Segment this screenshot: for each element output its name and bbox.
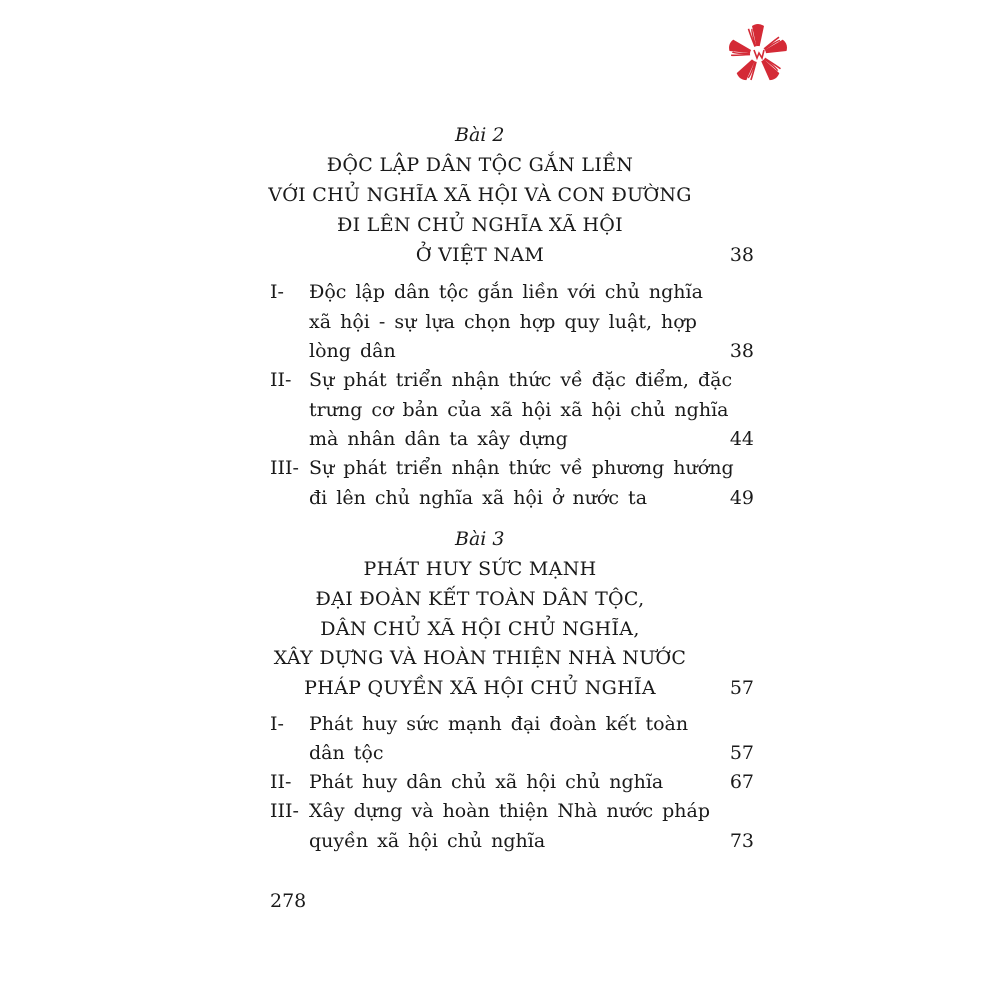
- lesson-3-title-line-2: ĐẠI ĐOÀN KẾT TOÀN DÂN TỘC,: [315, 588, 645, 610]
- lesson-3-page: 57: [729, 677, 754, 699]
- lesson-3-title-line-1: PHÁT HUY SỨC MẠNH: [363, 558, 597, 580]
- lesson-3-title-line-4: XÂY DỰNG VÀ HOÀN THIỆN NHÀ NƯỚC: [273, 647, 687, 669]
- lesson-3-title-line-5: PHÁP QUYỀN XÃ HỘI CHỦ NGHĨA: [304, 677, 656, 699]
- lesson-2-label: Bài 2: [455, 124, 505, 146]
- lesson-2-item-2-page: 44: [729, 428, 754, 450]
- lesson-3-item-2-page: 67: [729, 771, 754, 793]
- lesson-2-item-1-line-2: xã hội - sự lựa chọn hợp quy luật, hợp: [309, 311, 697, 333]
- lesson-2-item-3-page: 49: [729, 487, 754, 509]
- lesson-3-item-3-line-2: quyền xã hội chủ nghĩa: [309, 830, 546, 852]
- lesson-2-item-1-num: I-: [270, 281, 284, 303]
- lesson-2-page: 38: [729, 244, 754, 266]
- lesson-2-title-line-3: ĐI LÊN CHỦ NGHĨA XÃ HỘI: [337, 214, 623, 236]
- lesson-2-item-3-num: III-: [270, 457, 299, 479]
- lesson-2-item-3-line-1: Sự phát triển nhận thức về phương hướng: [309, 457, 734, 479]
- lesson-3-item-2-line-1: Phát huy dân chủ xã hội chủ nghĩa: [309, 771, 664, 793]
- page-number: 278: [270, 890, 307, 912]
- lesson-2-item-2-line-1: Sự phát triển nhận thức về đặc điểm, đặc: [309, 369, 733, 391]
- lesson-2-item-1-line-3: lòng dân: [309, 340, 396, 362]
- lesson-3-item-3-line-1: Xây dựng và hoàn thiện Nhà nước pháp: [309, 800, 711, 822]
- lesson-3-item-3-num: III-: [270, 800, 299, 822]
- lesson-3-item-2-num: II-: [270, 771, 292, 793]
- lesson-2-item-1-page: 38: [729, 340, 754, 362]
- lesson-2-item-1-line-1: Độc lập dân tộc gắn liền với chủ nghĩa: [309, 281, 703, 303]
- lesson-2-item-3-line-2: đi lên chủ nghĩa xã hội ở nước ta: [309, 487, 648, 509]
- lesson-2-title-line-2: VỚI CHỦ NGHĨA XÃ HỘI VÀ CON ĐƯỜNG: [268, 184, 692, 206]
- lesson-3-item-1-num: I-: [270, 713, 284, 735]
- lesson-3-item-3-page: 73: [729, 830, 754, 852]
- lesson-3-title-line-3: DÂN CHỦ XÃ HỘI CHỦ NGHĨA,: [320, 618, 640, 640]
- lesson-2-item-2-line-3: mà nhân dân ta xây dựng: [309, 428, 568, 450]
- lesson-3-item-1-page: 57: [729, 742, 754, 764]
- lesson-3-item-1-line-1: Phát huy sức mạnh đại đoàn kết toàn: [309, 713, 689, 735]
- red-star-logo: [726, 20, 790, 84]
- lesson-2-item-2-num: II-: [270, 369, 292, 391]
- lesson-2-title-line-1: ĐỘC LẬP DÂN TỘC GẮN LIỀN: [326, 154, 634, 176]
- lesson-3-item-1-line-2: dân tộc: [309, 742, 384, 764]
- lesson-2-title-line-4: Ở VIỆT NAM: [415, 244, 545, 266]
- lesson-2-item-2-line-2: trưng cơ bản của xã hội xã hội chủ nghĩa: [309, 399, 729, 421]
- lesson-3-label: Bài 3: [455, 528, 505, 550]
